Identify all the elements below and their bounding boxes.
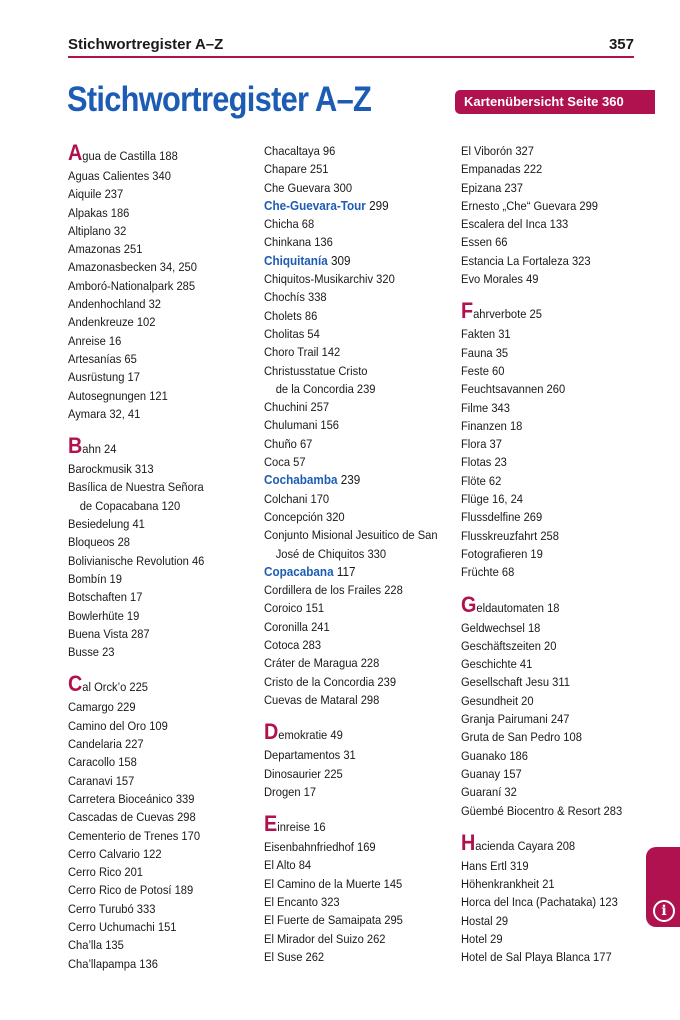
entry-text: Geldwechsel 18	[461, 620, 541, 635]
entry-text: Caranavi 157	[68, 773, 135, 788]
index-entry	[461, 728, 641, 746]
entry-text: Colchani 170	[264, 491, 330, 506]
index-entry	[461, 508, 641, 526]
index-column-1	[68, 142, 253, 973]
info-icon[interactable]: i	[653, 900, 675, 922]
entry-text: Flüge 16, 24	[461, 492, 524, 507]
entry-text: Essen 66	[461, 235, 508, 250]
index-entry	[68, 552, 235, 570]
index-entry	[264, 142, 435, 160]
index-entry	[68, 570, 235, 588]
index-entry	[461, 692, 641, 710]
entry-text: Flusskreuzfahrt 258	[461, 528, 559, 543]
index-entry	[68, 863, 235, 881]
index-entry	[461, 142, 641, 160]
index-entry	[461, 270, 641, 288]
index-entry	[264, 160, 435, 178]
index-entry	[264, 599, 435, 617]
index-entry	[68, 433, 235, 460]
index-entry	[68, 167, 235, 185]
running-header	[68, 36, 634, 58]
index-entry	[264, 911, 435, 929]
index-entry	[264, 307, 435, 325]
page-title: Stichwortregister A–Z	[67, 80, 372, 119]
index-entry	[264, 811, 435, 838]
index-entry	[461, 563, 641, 581]
entry-text: Chacaltaya 96	[264, 144, 336, 158]
index-entry	[461, 591, 641, 619]
entry-text: Filme 343	[461, 400, 510, 415]
index-entry	[461, 655, 641, 673]
entry-text: Altiplano 32	[68, 223, 127, 238]
index-entry	[264, 453, 435, 471]
entry-text: Bowlerhüte 19	[68, 608, 140, 623]
index-entry	[461, 710, 641, 728]
running-title: Stichwortregister A–Z	[68, 36, 224, 53]
entry-text: Eisenbahnfriedhof 169	[264, 840, 376, 855]
map-overview-link[interactable]: Kartenübersicht Seite 360	[455, 90, 655, 114]
entry-text: Camargo 229	[68, 700, 136, 715]
index-entry	[68, 900, 235, 918]
index-entry	[461, 527, 641, 545]
index-entry	[68, 204, 235, 222]
entry-text: Botschaften 17	[68, 590, 143, 605]
index-entry	[68, 368, 235, 386]
entry-text: Concepción 320	[264, 509, 345, 524]
index-entry	[68, 698, 235, 716]
entry-text: Cuevas de Mataral 298	[264, 692, 380, 707]
entry-text: Aiquile 237	[68, 187, 124, 202]
entry-text: Früchte 68	[461, 565, 515, 580]
entry-text: Geschichte 41	[461, 657, 533, 672]
index-entry	[68, 588, 235, 606]
index-entry	[264, 416, 435, 434]
index-entry	[264, 270, 435, 288]
index-entry	[461, 344, 641, 362]
index-entry	[264, 838, 435, 856]
entry-text: Amboró-Nationalpark 285	[68, 278, 196, 293]
entry-text: Drogen 17	[264, 784, 317, 799]
section-initial: E	[264, 811, 278, 837]
entry-text: Cha’llapampa 136	[68, 956, 158, 971]
entry-text: al Orck’o 225	[82, 680, 149, 695]
index-entry	[461, 802, 641, 820]
entry-text: Empanadas 222	[461, 162, 543, 177]
index-entry	[461, 380, 641, 398]
entry-text: Coca 57	[264, 455, 306, 470]
index-entry	[68, 753, 235, 771]
index-entry	[461, 233, 641, 251]
entry-text: El Suse 262	[264, 949, 325, 964]
entry-text: Cascadas de Cuevas 298	[68, 810, 196, 825]
entry-text: El Fuerte de Samaipata 295	[264, 913, 403, 928]
index-entry	[68, 671, 235, 698]
index-entry	[461, 399, 641, 417]
entry-text: Chinkana 136	[264, 235, 333, 250]
entry-text: Feuchtsavannen 260	[461, 382, 566, 397]
index-entry	[68, 827, 235, 845]
index-entry	[264, 252, 435, 270]
entry-text: emokratie 49	[278, 728, 343, 743]
entry-page: 239	[337, 472, 361, 488]
index-entry	[461, 179, 641, 197]
entry-text: Hans Ertl 319	[461, 858, 529, 873]
section-initial: F	[461, 298, 474, 324]
index-entry	[264, 362, 435, 399]
entry-text: Geschäftszeiten 20	[461, 638, 557, 653]
entry-text: Feste 60	[461, 363, 505, 378]
index-entry	[68, 295, 235, 313]
entry-text: El Camino de la Muerte 145	[264, 876, 403, 891]
entry-text: Evo Morales 49	[461, 272, 539, 287]
index-entry	[68, 643, 235, 661]
entry-text: Ernesto „Che“ Guevara 299	[461, 198, 598, 213]
entry-text: Escalera del Inca 133	[461, 217, 569, 232]
index-entry	[68, 955, 235, 973]
page-number: 357	[608, 36, 634, 53]
entry-text: El Viborón 327	[461, 144, 534, 158]
index-entry	[264, 398, 435, 416]
index-entry	[461, 160, 641, 178]
entry-text: Busse 23	[68, 645, 115, 660]
section-initial: C	[68, 671, 83, 697]
entry-text: Chapare 251	[264, 162, 329, 177]
highlighted-entry: Chiquitanía	[264, 252, 328, 268]
entry-text: Finanzen 18	[461, 418, 523, 433]
section-gap	[68, 423, 253, 435]
entry-text: Aguas Calientes 340	[68, 169, 171, 183]
index-entry	[461, 298, 641, 325]
index-entry	[264, 765, 435, 783]
entry-text: Choro Trail 142	[264, 345, 341, 360]
entry-text: Cerro Rico 201	[68, 865, 144, 880]
entry-text: Chochís 338	[264, 290, 327, 305]
entry-text: El Alto 84	[264, 858, 312, 873]
section-initial: G	[461, 591, 477, 617]
entry-text: ahrverbote 25	[473, 307, 542, 322]
index-entry	[264, 856, 435, 874]
index-entry	[461, 637, 641, 655]
index-entry	[264, 179, 435, 197]
entry-text: Conjunto Misional Jesuitico de San	[264, 528, 438, 543]
index-entry	[461, 545, 641, 563]
entry-text: Alpakas 186	[68, 205, 130, 220]
entry-text: Guanay 157	[461, 766, 522, 781]
entry-text: Cotoca 283	[264, 638, 322, 653]
entry-text: Besiedelung 41	[68, 517, 145, 532]
index-entry	[461, 362, 641, 380]
index-entry	[461, 252, 641, 270]
index-entry	[461, 930, 641, 948]
index-entry	[461, 857, 641, 875]
section-gap	[461, 582, 661, 594]
index-entry	[264, 343, 435, 361]
entry-page: 309	[327, 252, 351, 268]
entry-text: Amazonasbecken 34, 250	[68, 260, 197, 275]
entry-text: Flora 37	[461, 437, 502, 452]
index-entry	[461, 875, 641, 893]
entry-text: inreise 16	[277, 820, 326, 835]
entry-text: Dinosaurier 225	[264, 766, 343, 781]
entry-text: Camino del Oro 109	[68, 718, 168, 733]
index-entry	[461, 325, 641, 343]
entry-text: Flotas 23	[461, 455, 507, 470]
index-entry	[461, 435, 641, 453]
index-entry	[461, 619, 641, 637]
entry-continuation: José de Chiquitos 330	[275, 546, 387, 561]
entry-text: Cha’lla 135	[68, 938, 124, 953]
entry-text: Basílica de Nuestra Señora	[68, 480, 204, 495]
index-entry	[461, 893, 641, 911]
index-entry	[461, 215, 641, 233]
entry-text: Cerro Calvario 122	[68, 846, 162, 861]
entry-text: Aymara 32, 41	[68, 406, 141, 421]
entry-text: Caracollo 158	[68, 755, 137, 770]
entry-text: Flussdelfine 269	[461, 510, 543, 525]
entry-text: Chicha 68	[264, 217, 315, 232]
entry-text: Cristo de la Concordia 239	[264, 674, 397, 689]
entry-text: Candelaria 227	[68, 737, 144, 752]
index-entry	[461, 472, 641, 490]
entry-text: El Encanto 323	[264, 894, 340, 909]
entry-text: Fotografieren 19	[461, 546, 543, 561]
index-entry	[68, 185, 235, 203]
index-entry	[68, 515, 235, 533]
index-entry	[264, 719, 435, 746]
entry-text: Anreise 16	[68, 333, 122, 348]
section-gap	[264, 801, 454, 813]
index-entry	[264, 325, 435, 343]
entry-text: Cementerio de Trenes 170	[68, 828, 201, 843]
index-entry	[68, 405, 235, 423]
index-entry	[461, 783, 641, 801]
index-entry	[68, 717, 235, 735]
info-tab[interactable]	[646, 847, 680, 927]
entry-text: Cholets 86	[264, 308, 318, 323]
entry-continuation: de Copacabana 120	[79, 498, 181, 513]
entry-text: Guaraní 32	[461, 785, 517, 800]
entry-page: 299	[365, 197, 389, 213]
index-entry	[264, 288, 435, 306]
entry-text: Chuchini 257	[264, 400, 330, 415]
index-entry	[461, 417, 641, 435]
entry-text: Hostal 29	[461, 913, 509, 928]
entry-text: Chulumani 156	[264, 418, 340, 433]
index-entry	[461, 765, 641, 783]
highlighted-entry: Che-Guevara-Tour	[264, 197, 366, 213]
index-column-3	[461, 142, 661, 967]
index-entry	[264, 654, 435, 672]
index-entry	[264, 930, 435, 948]
entry-text: Cerro Rico de Potosí 189	[68, 883, 194, 898]
entry-text: Höhenkrankheit 21	[461, 877, 555, 892]
index-entry	[68, 277, 235, 295]
entry-text: Cholitas 54	[264, 326, 320, 341]
index-entry	[264, 526, 438, 563]
index-entry	[461, 912, 641, 930]
entry-text: Horca del Inca (Pachataka) 123	[461, 895, 618, 910]
section-gap	[68, 661, 253, 673]
index-entry	[68, 936, 235, 954]
index-entry	[68, 240, 235, 258]
entry-text: Hotel de Sal Playa Blanca 177	[461, 950, 612, 965]
index-entry	[68, 460, 235, 478]
index-entry	[68, 772, 235, 790]
index-entry	[264, 581, 435, 599]
index-entry	[461, 197, 641, 215]
entry-text: Gruta de San Pedro 108	[461, 730, 582, 745]
entry-text: Departamentos 31	[264, 748, 356, 763]
index-entry	[264, 893, 435, 911]
index-entry	[264, 215, 435, 233]
index-entry	[264, 783, 435, 801]
entry-text: Ausrüstung 17	[68, 370, 140, 385]
index-entry	[68, 350, 235, 368]
index-entry	[68, 918, 235, 936]
entry-text: Carretera Bioceánico 339	[68, 791, 195, 806]
entry-text: Che Guevara 300	[264, 180, 353, 195]
entry-page: 117	[333, 563, 356, 579]
index-entry	[264, 435, 435, 453]
entry-text: Epizana 237	[461, 180, 524, 195]
index-entry	[264, 563, 435, 581]
index-entry	[68, 222, 235, 240]
index-entry	[68, 845, 235, 863]
highlighted-entry: Cochabamba	[264, 472, 338, 488]
section-initial: D	[264, 719, 279, 745]
index-entry	[68, 332, 235, 350]
index-entry	[264, 471, 435, 489]
index-entry	[68, 258, 235, 276]
index-entry	[264, 673, 435, 691]
entry-text: Güembé Biocentro & Resort 283	[461, 803, 623, 818]
index-entry	[68, 478, 235, 515]
section-initial: B	[68, 433, 83, 459]
index-entry	[264, 508, 435, 526]
entry-text: Fakten 31	[461, 327, 511, 342]
entry-text: Cordillera de los Frailes 228	[264, 583, 403, 598]
index-entry	[264, 197, 435, 215]
index-entry	[461, 829, 641, 857]
section-gap	[461, 288, 661, 300]
entry-text: Granja Pairumani 247	[461, 712, 570, 727]
entry-text: Autosegnungen 121	[68, 388, 168, 403]
entry-text: Andenkreuze 102	[68, 315, 156, 330]
index-column-2	[264, 142, 454, 966]
entry-text: Gesellschaft Jesu 311	[461, 675, 570, 690]
index-entry	[461, 453, 641, 471]
index-entry	[461, 490, 641, 508]
index-entry	[68, 881, 235, 899]
entry-text: gua de Castilla 188	[82, 149, 178, 163]
entry-text: eldautomaten 18	[476, 600, 560, 615]
index-entry	[264, 746, 435, 764]
index-entry	[461, 673, 641, 691]
index-entry	[68, 625, 235, 643]
index-entry	[461, 747, 641, 765]
index-entry	[264, 948, 435, 966]
entry-text: Buena Vista 287	[68, 626, 150, 641]
entry-text: Chiquitos-Musikarchiv 320	[264, 272, 395, 287]
entry-text: Cráter de Maragua 228	[264, 656, 380, 671]
entry-text: Christusstatue Cristo	[264, 363, 368, 378]
index-entry	[68, 387, 235, 405]
entry-text: Bloqueos 28	[68, 535, 131, 550]
entry-text: Estancia La Fortaleza 323	[461, 253, 591, 268]
section-initial: H	[461, 829, 476, 855]
index-entry	[461, 948, 641, 966]
section-gap	[461, 820, 661, 832]
entry-text: El Mirador del Suizo 262	[264, 931, 386, 946]
entry-text: Chuño 67	[264, 436, 313, 451]
index-entry	[264, 875, 435, 893]
entry-text: Amazonas 251	[68, 242, 143, 257]
index-entry	[264, 233, 435, 251]
entry-text: Gesundheit 20	[461, 693, 534, 708]
index-entry	[68, 140, 235, 167]
index-entry	[264, 636, 435, 654]
entry-text: Barockmusik 313	[68, 462, 154, 477]
entry-text: Cerro Turubó 333	[68, 901, 156, 916]
entry-text: Fauna 35	[461, 345, 509, 360]
entry-text: Guanako 186	[461, 748, 528, 763]
entry-text: acienda Cayara 208	[475, 838, 576, 853]
entry-text: Bolivianische Revolution 46	[68, 553, 205, 568]
entry-text: ahn 24	[82, 442, 117, 457]
index-entry	[68, 533, 235, 551]
index-entry	[264, 490, 435, 508]
entry-text: Andenhochland 32	[68, 297, 162, 312]
entry-text: Artesanías 65	[68, 351, 137, 366]
section-gap	[264, 709, 454, 721]
section-initial: A	[68, 140, 83, 165]
index-entry	[264, 691, 435, 709]
index-entry	[68, 790, 235, 808]
index-entry	[264, 618, 435, 636]
entry-text: Coroico 151	[264, 601, 325, 616]
highlighted-entry: Copacabana	[264, 563, 334, 579]
entry-text: Flöte 62	[461, 473, 502, 488]
index-entry	[68, 607, 235, 625]
entry-text: Hotel 29	[461, 931, 503, 946]
entry-text: Cerro Uchumachi 151	[68, 919, 177, 934]
index-entry	[68, 313, 235, 331]
entry-text: Coronilla 241	[264, 619, 330, 634]
entry-text: Bombín 19	[68, 571, 122, 586]
entry-continuation: de la Concordia 239	[275, 381, 376, 396]
index-entry	[68, 735, 235, 753]
index-entry	[68, 808, 235, 826]
